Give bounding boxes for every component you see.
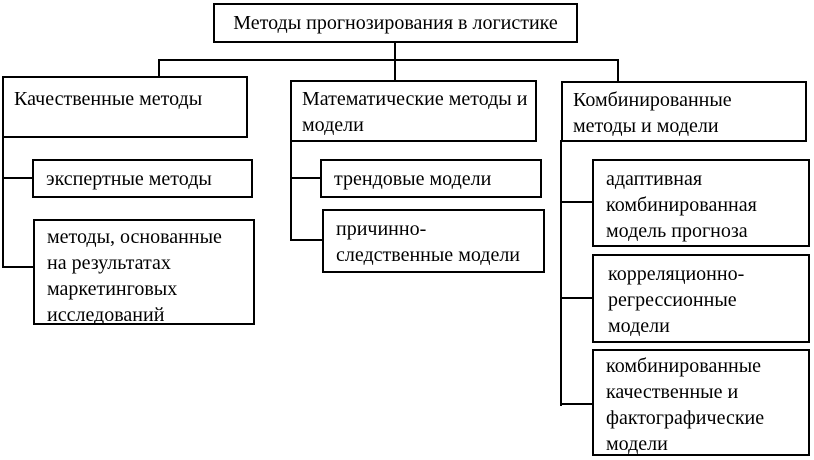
node-correlation-regression-models: корреляционно-регрессионные модели bbox=[592, 254, 810, 343]
connector-top-horizontal-bar bbox=[158, 59, 619, 61]
root-node-title: Методы прогнозирования в логистике bbox=[213, 3, 578, 43]
connector-combined-vertical bbox=[560, 140, 562, 406]
category-qualitative-methods: Качественные методы bbox=[2, 76, 248, 138]
node-adaptive-combined-forecast-model: адаптивная комбинированная модель прогноза bbox=[592, 159, 810, 247]
connector-left-category-drop bbox=[158, 59, 160, 77]
node-trend-models: трендовые модели bbox=[320, 159, 542, 198]
connector-marketing-branch bbox=[3, 266, 34, 268]
connector-mathematical-vertical bbox=[290, 140, 292, 241]
connector-qualitative-vertical bbox=[2, 136, 4, 268]
node-combined-qualitative-factographic-models: комбинированные качественные и фактографические модели bbox=[592, 349, 810, 456]
connector-trend-branch bbox=[291, 177, 321, 179]
connector-adaptive-branch bbox=[561, 201, 593, 203]
connector-right-category-drop bbox=[617, 59, 619, 82]
node-expert-methods: экспертные методы bbox=[32, 159, 253, 198]
connector-correlation-branch bbox=[561, 297, 593, 299]
node-marketing-research-methods: методы, основанные на результатах маркетинговых исследований bbox=[33, 219, 255, 325]
connector-factographic-branch bbox=[561, 403, 593, 405]
node-causal-models: причинно-следственные модели bbox=[322, 209, 545, 273]
category-mathematical-methods: Математические методы и модели bbox=[290, 80, 537, 142]
connector-expert-branch bbox=[3, 177, 33, 179]
category-combined-methods: Комбинированные методы и модели bbox=[561, 81, 807, 142]
connector-causal-branch bbox=[291, 239, 323, 241]
